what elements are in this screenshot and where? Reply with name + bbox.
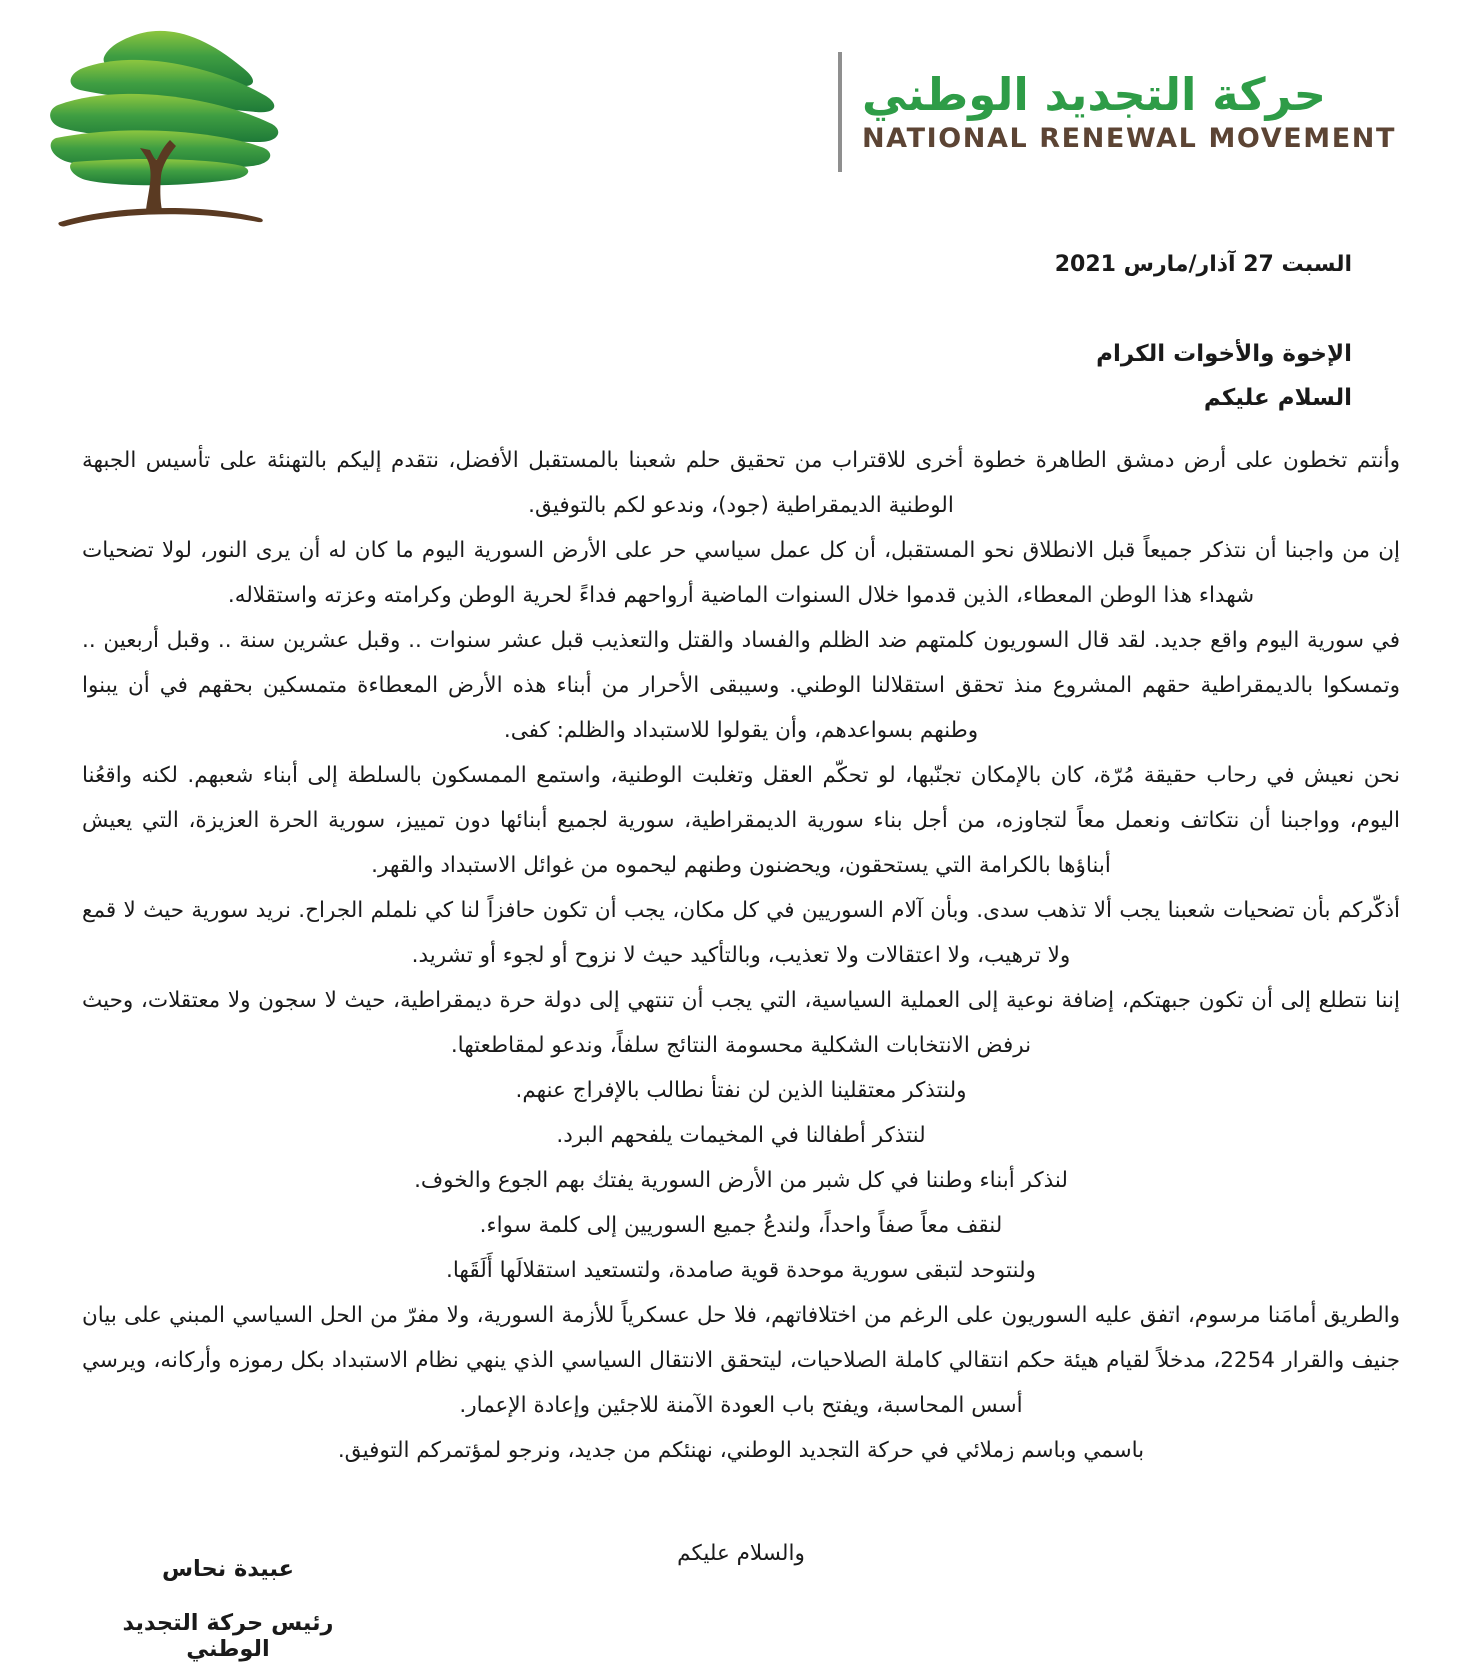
salutation-line-2: السلام عليكم (1203, 385, 1352, 411)
paragraph: والطريق أمامَنا مرسوم، اتفق عليه السوريون على الرغم من اختلافاتهم، فلا حل عسكرياً للأزمة السورية، ولا مفرّ من الحل السياسي المبني على بيان جنيف والقرار 2254، مدخلاً لقيام هيئة حكم انتقالي كاملة الصلاحيات، ليتحقق الانتقال السياسي الذي ينهي نظام الاستبداد بكل رموزه وأركانه، ويرسي أسس المحاسبة، ويفتح باب العودة الآمنة للاجئين وإعادة الإعمار. (82, 1303, 1400, 1418)
paragraph: إن من واجبنا أن نتذكر جميعاً قبل الانطلاق نحو المستقبل، أن كل عمل سياسي حر على الأرض السورية اليوم ما كان له أن يرى النور، لولا تضحيات شهداء هذا الوطن المعطاء، الذين قدموا خلال السنوات الماضية أرواحهم فداءً لحرية الوطن وكرامته وعزته واستقلاله. (82, 538, 1400, 608)
paragraph: ولنتذكر معتقلينا الذين لن نفتأ نطالب بالإفراج عنهم. (515, 1078, 967, 1103)
org-name-arabic: حركة التجديد الوطني (861, 67, 1327, 121)
paragraph: باسمي وباسم زملائي في حركة التجديد الوطني، نهنئكم من جديد، ونرجو لمؤتمركم التوفيق. (337, 1438, 1145, 1463)
closing-salaam: والسلام عليكم (677, 1541, 805, 1566)
org-name-english: NATIONAL RENEWAL MOVEMENT (861, 122, 1396, 154)
logotype (838, 52, 1396, 172)
paragraph: إننا نتطلع إلى أن تكون جبهتكم، إضافة نوعية إلى العملية السياسية، التي يجب أن تنتهي إلى دولة حرة ديمقراطية، حيث لا سجون ولا معتقلات، وحيث نرفض الانتخابات الشكلية محسومة النتائج سلفاً، وندعو لمقاطعتها. (82, 988, 1400, 1058)
salutation-line-1: الإخوة والأخوات الكرام (1096, 341, 1352, 367)
signature-block (78, 1556, 378, 1662)
letter-body (82, 438, 1400, 1576)
paragraph: لنذكر أبناء وطننا في كل شبر من الأرض السورية يفتك بهم الجوع والخوف. (414, 1168, 1068, 1193)
paragraph: وأنتم تخطون على أرض دمشق الطاهرة خطوة أخرى للاقتراب من تحقيق حلم شعبنا بالمستقبل الأفضل، نتقدم إليكم بالتهنئة على تأسيس الجبهة الوطنية الديمقراطية (جود)، وندعو لكم بالتوفيق. (82, 448, 1400, 518)
signature-title: رئيس حركة التجديد الوطني (122, 1610, 334, 1662)
paragraph: نحن نعيش في رحاب حقيقة مُرّة، كان بالإمكان تجنّبها، لو تحكّم العقل وتغلبت الوطنية، واستمع الممسكون بالسلطة إلى أبناء شعبهم. لكنه واقعُنا اليوم، وواجبنا أن نتكاتف ونعمل معاً لتجاوزه، من أجل بناء سورية الديمقراطية، سورية لجميع أبنائها دون تمييز، سورية الحرة العزيزة، التي يعيش أبناؤها بالكرامة التي يستحقون، ويحضنون وطنهم ليحموه من غوائل الاستبداد والقهر. (82, 763, 1400, 878)
paragraph: لنقف معاً صفاً واحداً، ولندعُ جميع السوريين إلى كلمة سواء. (479, 1213, 1003, 1238)
letter-date: السبت 27 آذار/مارس 2021 (1054, 252, 1352, 277)
logotype-divider (838, 52, 842, 172)
tree-logo-icon (28, 10, 290, 232)
paragraph: أذكّركم بأن تضحيات شعبنا يجب ألا تذهب سدى. وبأن آلام السوريين في كل مكان، يجب أن تكون حافزاً لنا كي نلملم الجراح. نريد سورية حيث لا قمع ولا ترهيب، ولا اعتقالات ولا تعذيب، وبالتأكيد حيث لا نزوح أو لجوء أو تشريد. (82, 898, 1400, 968)
signature-name: عبيدة نحاس (161, 1556, 294, 1582)
salutation (1096, 332, 1352, 420)
paragraph: لنتذكر أطفالنا في المخيمات يلفحهم البرد. (556, 1123, 926, 1148)
paragraph-list (82, 438, 1400, 1473)
paragraph: في سورية اليوم واقع جديد. لقد قال السوريون كلمتهم ضد الظلم والفساد والقتل والتعذيب قبل عشر سنوات .. وقبل عشرين سنة .. وقبل أربعين .. وتمسكوا بالديمقراطية حقهم المشروع منذ تحقق استقلالنا الوطني. وسيبقى الأحرار من أبناء هذه الأرض المعطاءة متمسكين بحقهم في أن يبنوا وطنهم بسواعدهم، وأن يقولوا للاستبداد والظلم: كفى. (82, 628, 1400, 743)
paragraph: ولنتوحد لتبقى سورية موحدة قوية صامدة، ولتستعيد استقلالَها أَلَقَها. (446, 1258, 1036, 1283)
tree-ground (58, 208, 262, 227)
